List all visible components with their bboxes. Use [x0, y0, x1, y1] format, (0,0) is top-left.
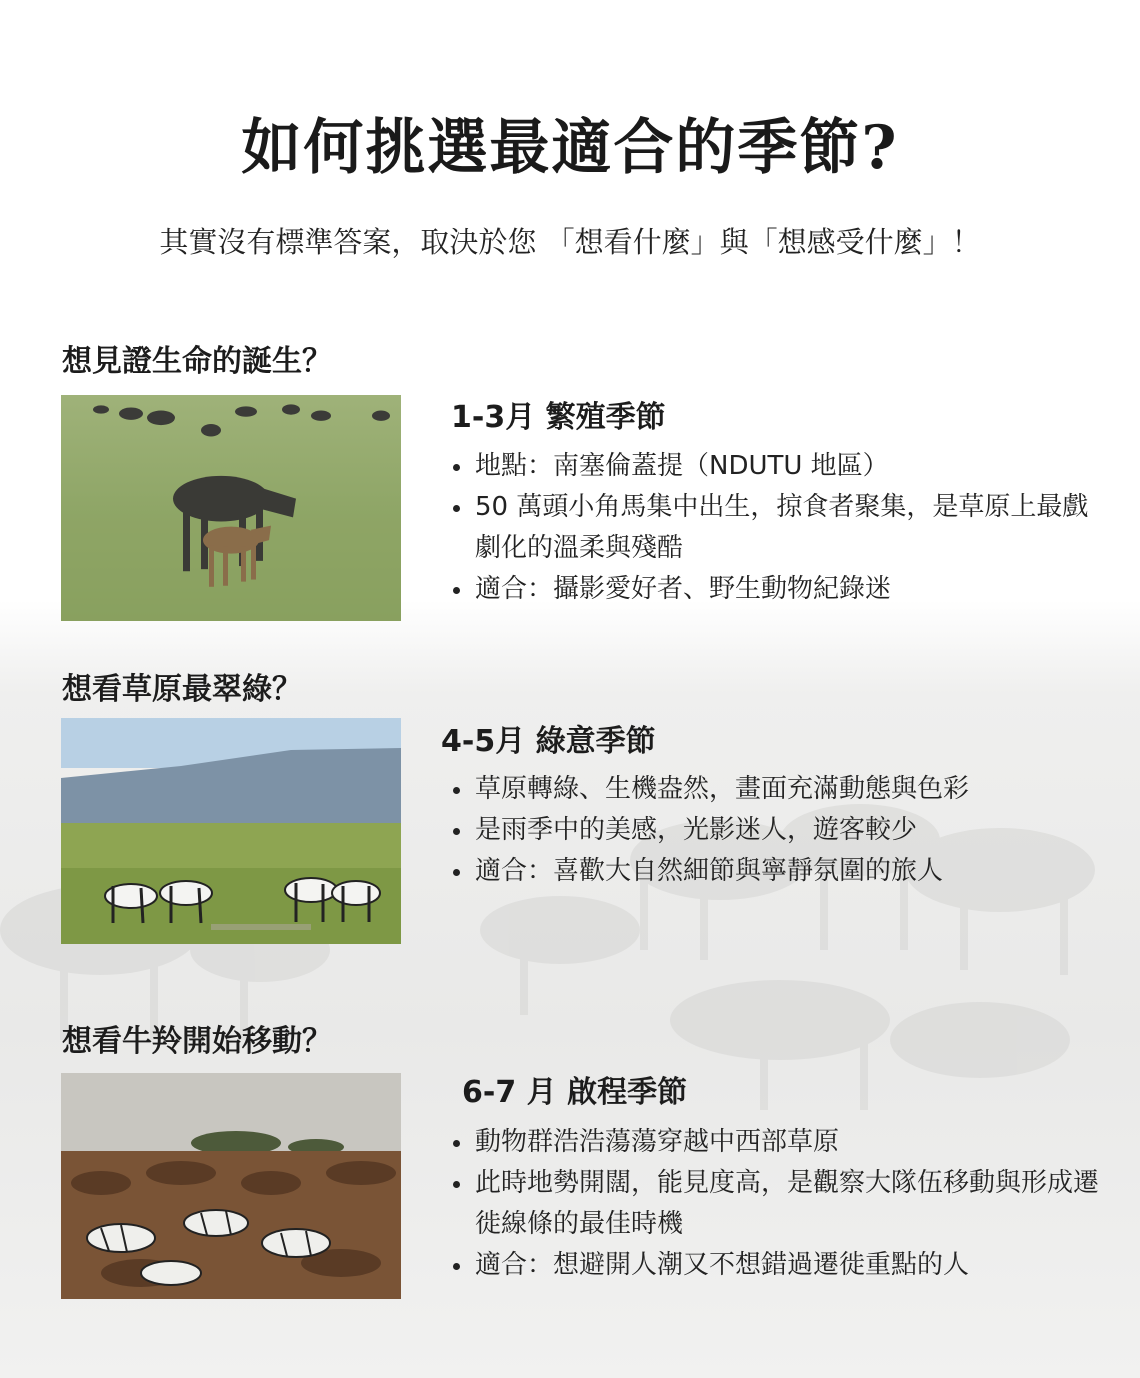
list-item: 動物群浩浩蕩蕩穿越中西部草原 [446, 1122, 1106, 1163]
list-item: 適合：想避開人潮又不想錯過遷徙重點的人 [446, 1245, 1106, 1286]
photo-zebras-grassland [61, 718, 401, 944]
section-question-migration: 想看牛羚開始移動？ [62, 1024, 332, 1059]
list-item: 適合：攝影愛好者、野生動物紀錄迷 [446, 569, 1106, 610]
bullet-list-green [446, 769, 1106, 892]
list-item: 50 萬頭小角馬集中出生，掠食者聚集，是草原上最戲劇化的溫柔與殘酷 [446, 487, 1106, 569]
list-item: 地點：南塞倫蓋提（NDUTU 地區） [446, 446, 1106, 487]
list-item: 草原轉綠、生機盎然，畫面充滿動態與色彩 [446, 769, 1106, 810]
list-item: 是雨季中的美感，光影迷人，遊客較少 [446, 810, 1106, 851]
season-title-departure: 6-7 月 啟程季節 [462, 1075, 688, 1110]
season-title-breeding: 1-3月 繁殖季節 [451, 400, 666, 435]
section-question-birth: 想見證生命的誕生？ [62, 344, 332, 379]
list-item: 此時地勢開闊，能見度高，是觀察大隊伍移動與形成遷徙線條的最佳時機 [446, 1163, 1106, 1245]
section-question-green: 想看草原最翠綠？ [62, 672, 302, 707]
page-title: 如何挑選最適合的季節? [241, 113, 899, 183]
page-subtitle: 其實沒有標準答案，取決於您 「想看什麼」與「想感受什麼」！ [159, 225, 981, 259]
season-title-green: 4-5月 綠意季節 [441, 724, 656, 759]
photo-wildebeest-calf [61, 395, 401, 621]
list-item: 適合：喜歡大自然細節與寧靜氛圍的旅人 [446, 851, 1106, 892]
bullet-list-departure [446, 1122, 1106, 1286]
photo-migrating-herd [61, 1073, 401, 1299]
bullet-list-breeding [446, 446, 1106, 610]
